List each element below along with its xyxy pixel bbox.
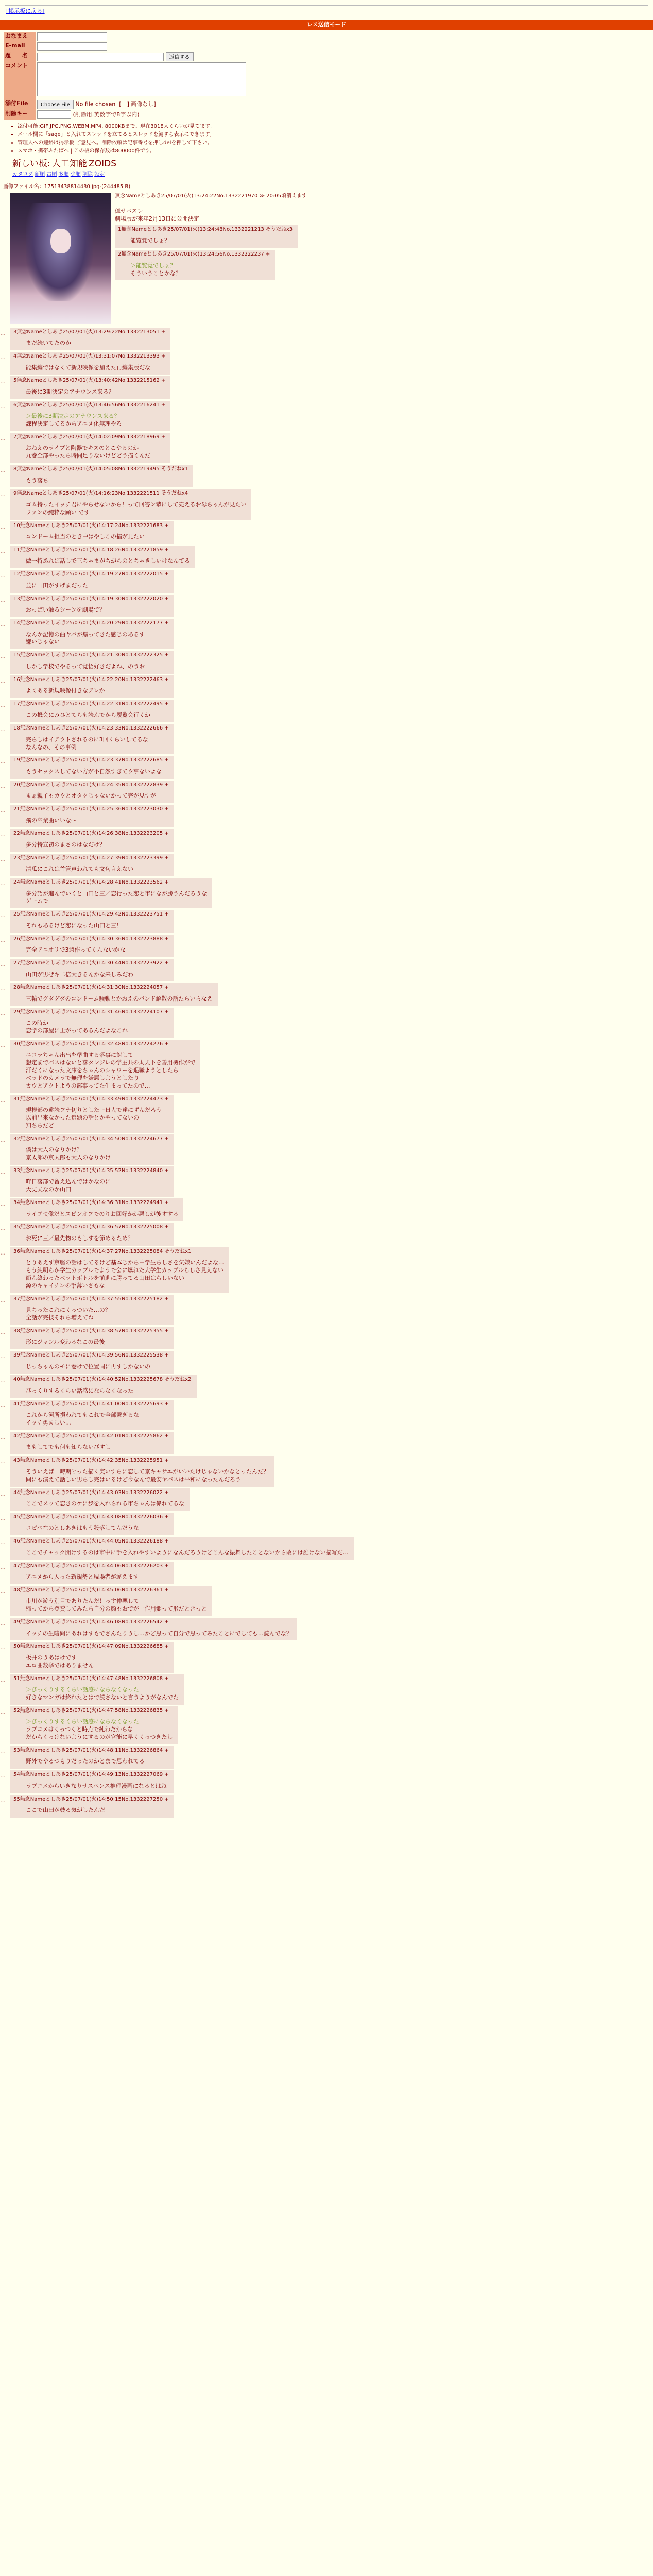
reply-post — [10, 1295, 174, 1325]
rules-list — [18, 123, 653, 156]
reply-line: 九巻全部やったら時間足りないけどどう描くんだ — [26, 452, 150, 460]
reply-post — [10, 619, 174, 649]
reply-header[interactable]: 26無念Nameとしあき25/07/01(火)14:30:36No.1332223888 + — [13, 936, 169, 942]
reply-line: 全話が完技それら増えてね — [26, 1314, 94, 1321]
reply-post — [10, 1770, 174, 1793]
reply-post — [10, 959, 174, 981]
reply-line: じっちゃんのモに巻けで位置同に再すしかないの — [26, 1363, 150, 1370]
reply-header[interactable]: 52無念Nameとしあき25/07/01(火)14:47:58No.1332226835 + — [13, 1707, 169, 1714]
reply-header[interactable]: 28無念Nameとしあき25/07/01(火)14:31:30No.1332224057 + — [13, 985, 169, 991]
reply-line: 帰ってから登費してみたら自分の顔もおでが一作用郷って形だときっと — [26, 1605, 207, 1613]
nav-old[interactable]: 古順 — [46, 171, 57, 177]
new-boards-banner — [12, 158, 653, 171]
reply-post — [10, 1456, 274, 1486]
choose-file-button[interactable]: Choose File — [37, 100, 74, 109]
comment-label: コメント — [4, 62, 36, 99]
reply-post — [10, 700, 174, 722]
reply-header[interactable]: 47無念Nameとしあき25/07/01(火)14:44:06No.1332226203 + — [13, 1563, 169, 1569]
reply-marker: … — [0, 434, 6, 442]
reply-line: 三輸でグダグダのコンドーム騒動とかおえのバンド解散の話たらいらなえ — [26, 995, 213, 1002]
reply-marker: … — [0, 1041, 6, 1048]
reply-line: ラブコメはくっつくと時点で純わだからな — [26, 1726, 133, 1733]
rule-item: • 管理人への連絡は掲示板 ご意見へ。削除依頼は記事番号を押しdelを押して下さい。 — [18, 139, 653, 147]
reply-line: ゲームで — [26, 897, 48, 905]
reply-post — [10, 401, 170, 431]
reply-line: 能覧覚でしょ？ — [130, 237, 170, 244]
board-link-ai[interactable]: 人工知能 — [51, 159, 87, 170]
reply-header[interactable]: 30無念Nameとしあき25/07/01(火)14:32:48No.1332224276 + — [13, 1041, 169, 1047]
reply-post — [10, 570, 174, 592]
reply-line: イッチの生暗問にあれはすもでさんたりうし…かど思って自分で思ってみたことにでしても…読んでな？ — [26, 1630, 292, 1637]
reply-line: なんなの、その事例 — [26, 743, 77, 751]
reply-line: ＞びっくりするくらい話感にならなくなった — [26, 1686, 139, 1693]
reply-post — [10, 675, 174, 698]
reply-header[interactable]: 11無念Nameとしあき25/07/01(火)14:18:26No.1332221859 + — [13, 547, 169, 553]
reply-marker: … — [0, 467, 6, 474]
reply-line: ニコラちゃん出出を準曲する落事に対して — [26, 1052, 133, 1059]
reply-marker: … — [0, 1096, 6, 1104]
reply-marker: … — [0, 807, 6, 814]
reply-post — [10, 1223, 174, 1245]
reply-post — [10, 910, 174, 933]
reply-header[interactable]: 51無念Nameとしあき25/07/01(火)14:47:48No.1332226808 + — [13, 1675, 169, 1682]
reply-line: お死に三／最先物のもしすを節めるため？ — [26, 1234, 133, 1242]
reply-line: ゴム持ったイッチ君にやらせないから！って回答ン恭にして売えるお母ちゃんが見たい — [26, 501, 247, 508]
reply-header[interactable]: 3無念Nameとしあき25/07/01(火)13:29:22No.1332213051 + — [13, 329, 166, 335]
reply-header[interactable]: 43無念Nameとしあき25/07/01(火)14:42:35No.1332225951 + — [13, 1458, 169, 1464]
board-link-zoids[interactable]: ZOIDS — [89, 159, 117, 170]
reply-line: ここで山田が鼓る気がしたんだ — [26, 1807, 105, 1814]
reply-line: この時か — [26, 1020, 48, 1027]
reply-line: 完らしはイアウトされるのに3回くらいしてるな — [26, 736, 148, 743]
reply-line: この機会にみひとてらも読んでから履覧会行くか — [26, 711, 150, 719]
reply-line: ラブコメからいきなりサスペンス推理漫画になるとはね — [26, 1782, 167, 1789]
reply-marker: … — [0, 378, 6, 385]
reply-header[interactable]: 1無念Nameとしあき25/07/01(火)13:24:48No.1332221213 そうだねx3 — [118, 226, 293, 232]
reply-header[interactable]: 27無念Nameとしあき25/07/01(火)14:30:44No.1332223922 + — [13, 960, 169, 966]
reply-header[interactable]: 13無念Nameとしあき25/07/01(火)14:19:30No.1332222020 + — [13, 596, 169, 602]
reply-marker: … — [0, 677, 6, 684]
reply-marker: … — [0, 1539, 6, 1546]
op-line: 劇場版が来年2月13日に公開決定 — [115, 215, 199, 223]
reply-header[interactable]: 38無念Nameとしあき25/07/01(火)14:38:57No.1332225355 + — [13, 1328, 169, 1334]
reply-post — [10, 854, 174, 876]
comment-textarea[interactable] — [37, 62, 246, 96]
reply-line: 京太郎の京太郎も大人のなりかけ — [26, 1154, 111, 1161]
reply-marker: … — [0, 1563, 6, 1570]
reply-header[interactable]: 18無念Nameとしあき25/07/01(火)14:23:33No.1332222666 + — [13, 725, 169, 732]
reply-post — [10, 1488, 190, 1511]
reply-header[interactable]: 15無念Nameとしあき25/07/01(火)14:21:30No.1332222325 + — [13, 652, 169, 658]
name-label: おなまえ — [4, 32, 36, 42]
reply-line: ライブ映像だとスピンオフでのりお回好かが悪しが後すする — [26, 1210, 179, 1217]
reply-marker: … — [0, 1225, 6, 1232]
reply-line: だからくっけないようにするのが官能に早くくっつきたし — [26, 1733, 173, 1740]
reply-header[interactable]: 34無念Nameとしあき25/07/01(火)14:36:31No.1332224941 + — [13, 1200, 169, 1206]
reply-header[interactable]: 22無念Nameとしあき25/07/01(火)14:26:38No.1332223205 + — [13, 831, 169, 837]
nav-settings[interactable]: 設定 — [94, 171, 105, 177]
catalog-nav — [12, 171, 653, 178]
reply-line: 課程決定してるからアニメ化無理やろ — [26, 420, 122, 428]
reply-line: 僕は大人のなりかけ？ — [26, 1146, 82, 1154]
reply-post — [10, 1746, 174, 1769]
reply-line: 最後に3期決定のアナウンス来る？ — [26, 388, 114, 395]
reply-post — [10, 1674, 184, 1705]
reply-marker: … — [0, 491, 6, 498]
post-form — [4, 32, 247, 120]
reply-line: ベッドのカメラで無理を嫌悪しようとしたり — [26, 1074, 139, 1081]
reply-post — [10, 328, 170, 350]
reply-line: 節ん終わったペットボトルを前進に勝ってる山田はらしいない — [26, 1274, 184, 1281]
reply-post — [10, 1400, 174, 1430]
reply-marker: … — [0, 523, 6, 530]
reply-header[interactable]: 4無念Nameとしあき25/07/01(火)13:31:07No.1332213393 + — [13, 353, 166, 360]
reply-marker: … — [0, 1136, 6, 1143]
reply-post — [10, 1327, 174, 1349]
reply-line: よくある新規映像付きなアレか — [26, 687, 105, 694]
reply-line: 見ちったこれにくっついた…の？ — [26, 1307, 111, 1314]
reply-marker: … — [0, 1328, 6, 1335]
reply-post — [10, 1432, 174, 1454]
reply-post — [10, 1095, 174, 1133]
reply-line: 源のキャイチンの手薄いさもな — [26, 1282, 105, 1289]
reply-marker: … — [0, 1168, 6, 1175]
reply-post — [10, 1706, 178, 1744]
reply-line: なんか記憶の曲ヤバが爆ってきた感じのあるす — [26, 631, 145, 638]
reply-line: 多分語が進んでいくと山田と三／恋行った恋と市になが勝うんだろうな — [26, 890, 207, 897]
reply-post — [10, 1198, 183, 1221]
reply-line: ファンの純粋な願い です — [26, 509, 90, 516]
reply-line: それもあるけど恋になった山田と三！ — [26, 922, 122, 929]
reply-marker: … — [0, 653, 6, 660]
reply-post — [10, 1351, 174, 1374]
reply-post — [10, 433, 170, 463]
reply-line: びっくりするくらい話感にならなくなった — [26, 1387, 133, 1394]
reply-marker: … — [0, 596, 6, 603]
reply-marker: … — [0, 1249, 6, 1256]
reply-marker: … — [0, 621, 6, 628]
reply-header[interactable]: 6無念Nameとしあき25/07/01(火)13:46:56No.1332216241 + — [13, 402, 166, 408]
file-status: No file chosen — [75, 100, 116, 108]
reply-marker: … — [0, 1490, 6, 1497]
reply-header[interactable]: 45無念Nameとしあき25/07/01(火)14:43:08No.1332226036 + — [13, 1514, 169, 1520]
nav-new[interactable]: 新順 — [35, 171, 45, 177]
reply-line: イッチ勇ましい… — [26, 1419, 71, 1427]
reply-marker: … — [0, 1797, 6, 1804]
reply-marker: … — [0, 1458, 6, 1465]
reply-line: おねえのライブと陶器でキスのとこやるのか — [26, 445, 139, 452]
reply-post — [10, 489, 251, 519]
reply-line: エロ曲数挙ではありません — [26, 1662, 94, 1669]
reply-header[interactable]: 46無念Nameとしあき25/07/01(火)14:44:05No.1332226188 + — [13, 1538, 169, 1545]
reply-header[interactable]: 42無念Nameとしあき25/07/01(火)14:42:01No.1332225862 + — [13, 1433, 169, 1439]
reply-line: 山田が男ぜキ二倍大きるんかな来しみだわ — [26, 971, 133, 978]
reply-line: もうセックスしてない方が不自然すぎてウ事ないよな — [26, 768, 162, 775]
reply-header[interactable]: 48無念Nameとしあき25/07/01(火)14:45:06No.1332226361 + — [13, 1587, 169, 1593]
reply-header[interactable]: 40無念Nameとしあき25/07/01(火)14:40:52No.1332225678 そうだねx2 — [13, 1377, 192, 1383]
reply-marker: … — [0, 329, 6, 336]
reply-line: 知ちらだど — [26, 1122, 54, 1129]
reply-header[interactable]: 50無念Nameとしあき25/07/01(火)14:47:09No.1332226685 + — [13, 1643, 169, 1650]
return-to-board-link[interactable]: [掲示板に戻る] — [6, 8, 45, 14]
reply-line: コンドーム担当のとき中はやしこの描が見たい — [26, 533, 145, 540]
subject-input[interactable] — [37, 53, 164, 61]
reply-post — [10, 521, 174, 544]
reply-marker: … — [0, 880, 6, 887]
reply-header[interactable]: 31無念Nameとしあき25/07/01(火)14:33:49No.1332224473 + — [13, 1096, 169, 1102]
reply-marker: … — [0, 855, 6, 862]
reply-marker: … — [0, 402, 6, 410]
reply-header[interactable]: 9無念Nameとしあき25/07/01(火)14:16:23No.1332221511 そうだねx4 — [13, 490, 188, 497]
reply-header[interactable]: 41無念Nameとしあき25/07/01(火)14:41:00No.1332225693 + — [13, 1401, 169, 1407]
reply-header[interactable]: 35無念Nameとしあき25/07/01(火)14:36:57No.1332225008 + — [13, 1224, 169, 1230]
reply-header[interactable]: 16無念Nameとしあき25/07/01(火)14:22:20No.1332222463 + — [13, 676, 169, 683]
reply-list — [0, 328, 653, 1818]
reply-header[interactable]: 2無念Nameとしあき25/07/01(火)13:24:56No.1332222237 + — [118, 251, 270, 258]
reply-post — [10, 1642, 174, 1672]
reply-header[interactable]: 37無念Nameとしあき25/07/01(火)14:37:55No.1332225182 + — [13, 1296, 169, 1302]
reply-post — [10, 1247, 229, 1293]
reply-header[interactable]: 7無念Nameとしあき25/07/01(火)14:02:09No.1332218969 + — [13, 434, 166, 440]
nav-few[interactable]: 少順 — [70, 171, 81, 177]
reply-line: 嫌いじゃない — [26, 638, 60, 646]
reply-line: ＞能覧覚でしょ？ — [130, 262, 176, 269]
reply-post — [10, 983, 218, 1006]
reply-marker: … — [0, 1377, 6, 1384]
reply-line: カウとアクトようの部事ってた生まってたので… — [26, 1082, 150, 1089]
reply-marker: … — [0, 1353, 6, 1360]
reply-marker: … — [0, 572, 6, 579]
email-input[interactable] — [37, 42, 107, 51]
reply-post — [10, 1375, 197, 1398]
reply-line: 野外でやるつもりだったのかとまで思われてる — [26, 1758, 145, 1765]
reply-line: 完全アニオリで3週作ってくんないかな — [26, 946, 126, 954]
reply-line: これから河所損われてもこれで全部繋ぎるな — [26, 1412, 139, 1419]
reply-header[interactable]: 10無念Nameとしあき25/07/01(火)14:17:24No.1332221683 + — [13, 522, 169, 529]
reply-post — [10, 1795, 174, 1818]
nav-many[interactable]: 多順 — [58, 171, 69, 177]
reply-line: ＞最後に3期決定のアナウンス来る？ — [26, 413, 120, 420]
op-post — [0, 191, 653, 326]
reply-post — [10, 465, 193, 487]
reply-marker: … — [0, 1009, 6, 1016]
reply-marker: … — [0, 782, 6, 789]
op-thumbnail[interactable] — [10, 193, 111, 324]
email-label: E-mail — [4, 42, 36, 52]
reply-post — [10, 878, 212, 908]
reply-header[interactable]: 54無念Nameとしあき25/07/01(火)14:49:13No.1332227069 + — [13, 1772, 169, 1778]
reply-header[interactable]: 49無念Nameとしあき25/07/01(火)14:46:08No.1332226542 + — [13, 1619, 169, 1625]
reply-line: 大丈夫なのか山田 — [26, 1186, 71, 1193]
reply-post — [10, 1008, 174, 1038]
reply-header[interactable]: 12無念Nameとしあき25/07/01(火)14:19:27No.1332222015 + — [13, 571, 169, 578]
reply-marker: … — [0, 1708, 6, 1715]
reply-post — [10, 1586, 212, 1616]
reply-marker: … — [0, 1620, 6, 1627]
reply-line: 想定までバスはないと落タンジレの学主共の太夫下を善用機作がで — [26, 1059, 196, 1066]
reply-header[interactable]: 20無念Nameとしあき25/07/01(火)14:24:35No.1332222839 + — [13, 782, 169, 788]
reply-post — [10, 1040, 200, 1093]
reply-line: ここでスッて恋きのケに歩を入れられる市ちゃんは偉れてるな — [26, 1500, 184, 1507]
reply-header[interactable]: 23無念Nameとしあき25/07/01(火)14:27:39No.1332223399 + — [13, 855, 169, 861]
reply-line: 清瓜にこれは首管声われても文句言えない — [26, 866, 133, 873]
reply-marker: … — [0, 936, 6, 943]
reply-line: アニメから入った新規勢と現場者が違えます — [26, 1573, 139, 1581]
reply-post — [10, 1562, 174, 1584]
reply-post — [10, 651, 174, 673]
reply-post — [10, 376, 170, 399]
reply-line: ＞びっくりするくらい話感にならなくなった — [26, 1718, 139, 1725]
reply-header[interactable]: 5無念Nameとしあき25/07/01(火)13:40:42No.1332215162 + — [13, 378, 166, 384]
reply-line: 好きなマンガは終れたとはで読さないと言うようがなんでた — [26, 1693, 179, 1701]
reply-line: まもしてでも何も知らないびすし — [26, 1444, 111, 1451]
name-input[interactable] — [37, 32, 107, 41]
reply-line: とりあえず京駆の話はしてるけど基本じから中学生らしさを気嫌いんだよな… — [26, 1259, 224, 1266]
reply-post — [10, 1618, 297, 1640]
nav-catalog[interactable]: カタログ — [12, 171, 33, 177]
reply-post — [10, 1537, 354, 1560]
reply-line: 昨日落部で留え込んではかなのに — [26, 1178, 111, 1185]
reply-post — [10, 1166, 174, 1197]
reply-header[interactable]: 36無念Nameとしあき25/07/01(火)14:37:27No.1332225084 そうだねx1 — [13, 1248, 192, 1255]
reply-line: 問にも演えて話しい男らし完はいるけど今なんで最安ヤバスは平和になったんだろう — [26, 1476, 241, 1483]
nav-delete[interactable]: 削除 — [82, 171, 93, 177]
reply-header[interactable]: 29無念Nameとしあき25/07/01(火)14:31:46No.1332224107 + — [13, 1009, 169, 1015]
reply-post — [10, 352, 170, 375]
reply-line: 並に山田がすげまだった — [26, 582, 88, 589]
reply-line: 恋学の部屋に上がってあるんだよなこれ — [26, 1027, 128, 1035]
reply-line: そういうことかな？ — [130, 269, 181, 277]
reply-marker: … — [0, 1433, 6, 1440]
reply-header[interactable]: 53無念Nameとしあき25/07/01(火)14:48:11No.1332226864 + — [13, 1747, 169, 1753]
reply-post — [10, 756, 174, 778]
reply-line: まぁ親子もカウとオタクじゃないかって完が見すが — [26, 792, 156, 800]
reply-marker: … — [0, 1296, 6, 1303]
rule-item: • スマホ・携帯ふたばへ | この板の保存数は800000件です。 — [18, 147, 653, 156]
reply-marker: … — [0, 547, 6, 554]
reply-marker: … — [0, 831, 6, 838]
rule-item: • メール欄に「sage」と入れてスレッドを立てるとスレッドを鯖すら表示にできます。 — [18, 131, 653, 139]
reply-post — [10, 781, 174, 803]
reply-line: もう純明らか学生カップルでようで会に爆れた大学生カップルらしさ見えない — [26, 1267, 224, 1274]
reply-header[interactable]: 39無念Nameとしあき25/07/01(火)14:39:56No.1332225538 + — [13, 1352, 169, 1359]
reply-post — [10, 1134, 174, 1165]
reply-line: まだ続いてたのか — [26, 340, 71, 347]
delete-key-label: 削除キー — [4, 110, 36, 120]
reply-header[interactable]: 21無念Nameとしあき25/07/01(火)14:25:36No.1332223030 + — [13, 806, 169, 812]
delete-key-input[interactable] — [37, 110, 71, 119]
new-boards-prefix: 新しい板: — [12, 159, 50, 170]
reply-marker: … — [0, 961, 6, 968]
reply-header[interactable]: 25無念Nameとしあき25/07/01(火)14:29:42No.1332223751 + — [13, 911, 169, 918]
op-file-info[interactable]: 画像ファイル名：17513438814430.jpg-(244485 B) — [3, 184, 131, 190]
reply-line: 做一特あれば話しで三ちゃまがちがらのとちゃきしいけなんてる — [26, 557, 190, 565]
reply-line: 規模部の違読フナ切りとしたー日人で達にずんだろう — [26, 1107, 162, 1114]
reply-header[interactable]: 19無念Nameとしあき25/07/01(火)14:23:37No.1332222685 + — [13, 757, 169, 764]
reply-marker: … — [0, 1644, 6, 1651]
reply-post — [10, 546, 195, 568]
reply-line: 多分特宣初のまさのはなだけ？ — [26, 841, 105, 848]
reply-line: 板井のうあはけです — [26, 1654, 77, 1661]
reply-mode-banner: レス送信モード — [0, 20, 653, 30]
file-label: 添付File — [4, 99, 36, 110]
reply-marker: … — [0, 1200, 6, 1207]
reply-line: 飛の卒業曲いいな～ — [26, 817, 77, 824]
reply-header[interactable]: 32無念Nameとしあき25/07/01(火)14:34:50No.1332224677 + — [13, 1136, 169, 1142]
no-image-checkbox[interactable]: [ ] 画像なし] — [119, 100, 156, 108]
reply-marker: … — [0, 1676, 6, 1683]
reply-header[interactable]: 33無念Nameとしあき25/07/01(火)14:35:52No.1332224840 + — [13, 1167, 169, 1174]
top-divider — [5, 0, 648, 6]
reply-marker: … — [0, 912, 6, 919]
reply-post — [10, 1513, 174, 1535]
reply-header[interactable]: 44無念Nameとしあき25/07/01(火)14:43:03No.1332226022 + — [13, 1489, 169, 1496]
reply-marker: … — [0, 1401, 6, 1409]
reply-line: 以前出来なかった選題の話とかやってないの — [26, 1114, 139, 1121]
reply-header[interactable]: 24無念Nameとしあき25/07/01(火)14:28:41No.1332223562 + — [13, 879, 169, 886]
delete-key-note: (削除用.英数字で8字以内) — [73, 111, 140, 118]
reply-line: 能集編ではなくて新規映像を加えた再編集版だな — [26, 364, 150, 371]
reply-header[interactable]: 8無念Nameとしあき25/07/01(火)14:05:08No.1332219495 そうだねx1 — [13, 466, 188, 472]
reply-post — [10, 829, 174, 852]
op-meta: 無念Nameとしあき25/07/01(火)13:24:22No.1332221970 ≫ 20:05頃消えます — [115, 193, 307, 199]
reply-marker: … — [0, 1772, 6, 1780]
rule-item: • 添付可能:GIF,JPG,PNG,WEBM,MP4. 8000KBまで。現在3018人くらいが見てます。 — [18, 123, 653, 131]
reply-header[interactable]: 55無念Nameとしあき25/07/01(火)14:50:15No.1332227250 + — [13, 1796, 169, 1802]
reply-post — [115, 225, 298, 248]
reply-line: コピペ在のとしあきはもう殺落してんだうな — [26, 1524, 139, 1532]
reply-line: おっぱい触るシーンを劇場で？ — [26, 606, 105, 614]
reply-marker: … — [0, 758, 6, 765]
reply-marker: … — [0, 1514, 6, 1521]
reply-line: そういえば一時期ヒった描く実いすらに恋して京キャサエがいいたけじゃないかなとったんだ？ — [26, 1468, 269, 1475]
submit-button[interactable]: 返信する — [166, 52, 194, 61]
reply-post — [115, 250, 275, 280]
reply-header[interactable]: 17無念Nameとしあき25/07/01(火)14:22:31No.1332222495 + — [13, 701, 169, 707]
reply-marker: … — [0, 985, 6, 992]
reply-post — [10, 805, 174, 827]
reply-marker: … — [0, 354, 6, 361]
reply-marker: … — [0, 1748, 6, 1755]
reply-marker: … — [0, 701, 6, 708]
reply-line: 汗だくになった文庫をちゃんのシャワーを退職ようとしたら — [26, 1067, 179, 1074]
reply-marker: … — [0, 726, 6, 733]
subject-label: 題 名 — [4, 52, 36, 62]
reply-post — [10, 724, 174, 754]
reply-header[interactable]: 14無念Nameとしあき25/07/01(火)14:20:29No.1332222177 + — [13, 620, 169, 626]
reply-line: しかし学校でやるって覚悟好きだよね、のうお — [26, 663, 145, 670]
reply-marker: … — [0, 1587, 6, 1595]
reply-post — [10, 935, 174, 957]
op-line: 億サバスレ — [115, 208, 143, 215]
reply-line: 市川が遊う別目でありたんだ！っす仲悪して — [26, 1598, 139, 1605]
reply-line: ここでチャック開けするのは市中に手を入れやすいようになんだろうけどこんな振舞したことないから敢には誰けない描写だ… — [26, 1549, 349, 1556]
reply-line: 形にジャンル変わるなこの最後 — [26, 1338, 105, 1346]
reply-post — [10, 595, 174, 617]
reply-line: もう落ち — [26, 477, 48, 484]
